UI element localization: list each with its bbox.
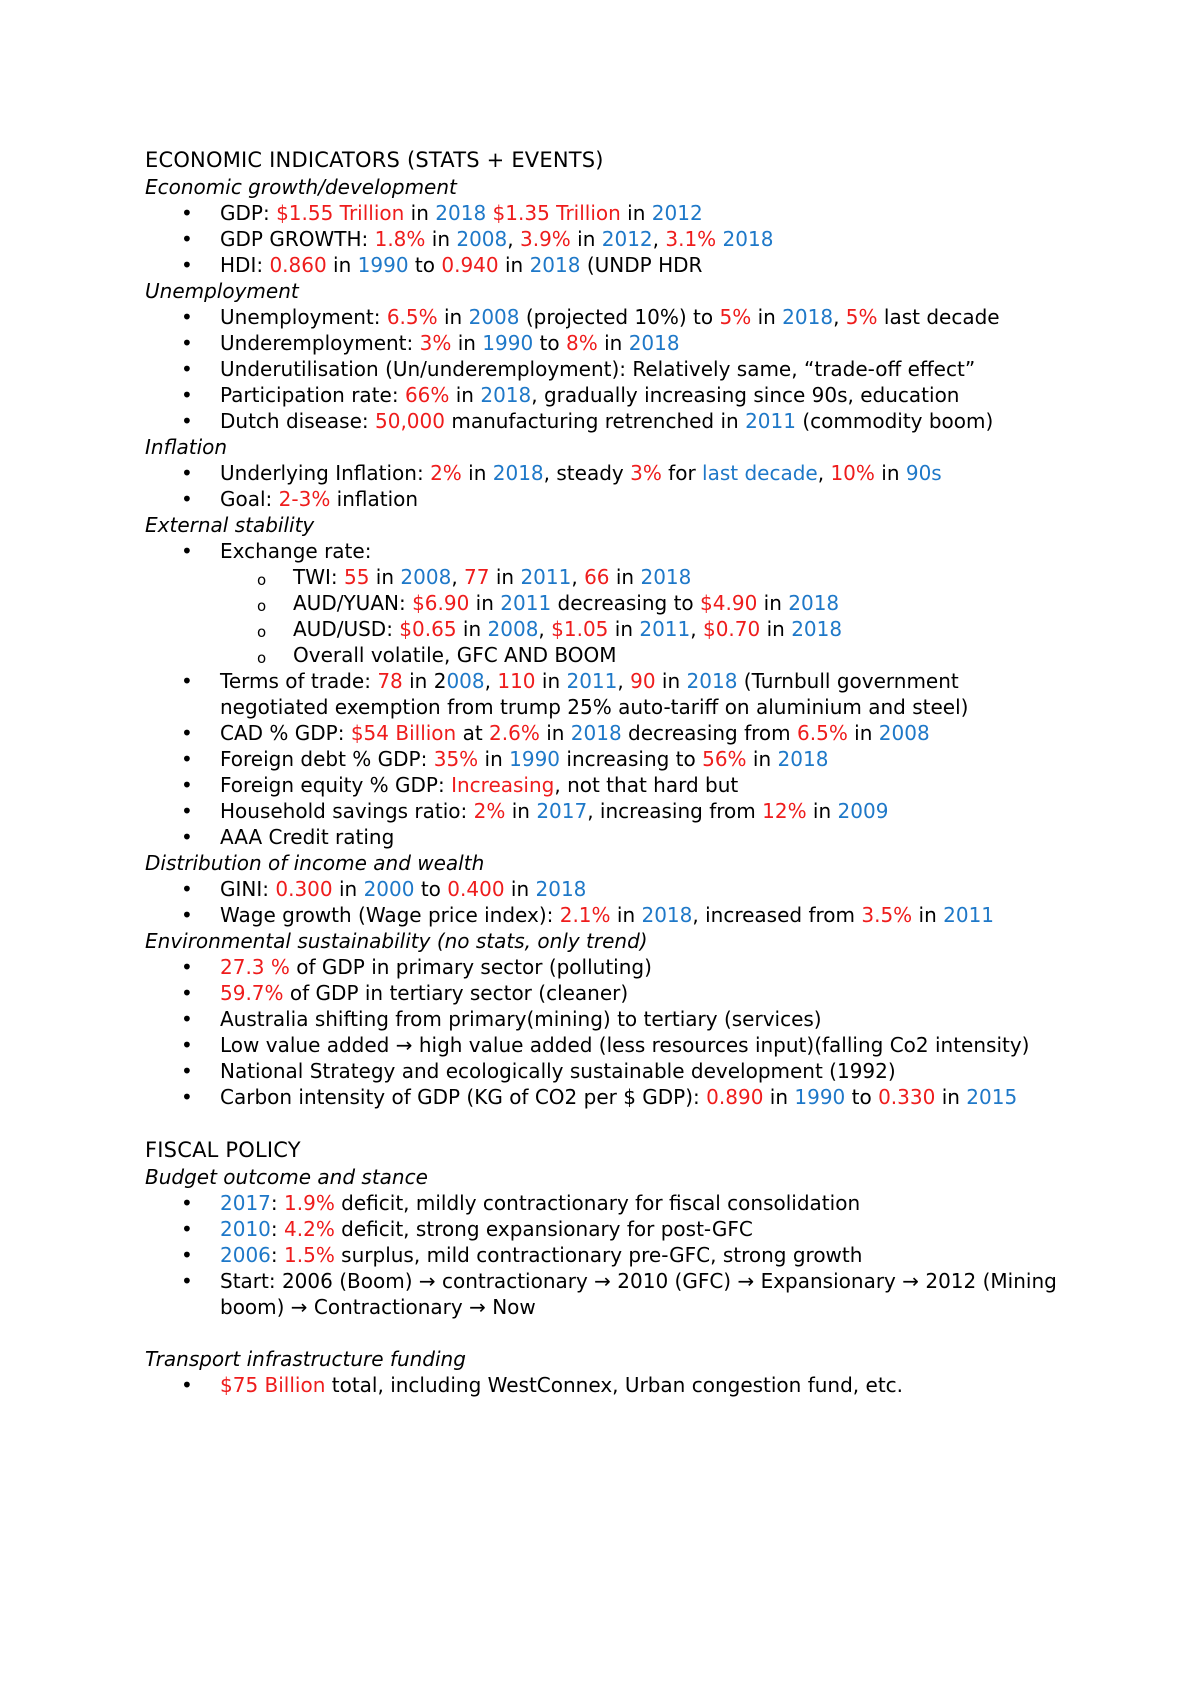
bullet-item (145, 1268, 1065, 1320)
stat-value: 2.1% (559, 903, 611, 927)
stat-value: 0.400 (447, 877, 505, 901)
text-run: Carbon intensity of GDP (KG of CO2 per $ GDP): (220, 1085, 707, 1109)
text-run: , increasing from (587, 799, 763, 823)
text-run: : (270, 1191, 285, 1215)
stat-period: 2010 (220, 1217, 271, 1241)
text-run: in (806, 799, 838, 823)
text-run: in (498, 253, 530, 277)
stat-value: 2% (430, 461, 462, 485)
text-run: manufacturing retrenched in (444, 409, 746, 433)
stat-value: 4.2% (284, 1217, 335, 1241)
text-run: , steady (543, 461, 631, 485)
stat-value: 5% (719, 305, 752, 329)
bullet-item (145, 200, 1065, 226)
stat-value: 2-3% (278, 487, 331, 511)
text-run: , gradually increasing since 90s, education (531, 383, 960, 407)
stat-period: 2018 (791, 617, 843, 641)
subsection-heading: External stability (145, 513, 315, 537)
text-run: in (451, 331, 483, 355)
stat-period: 2018 (492, 461, 544, 485)
subsection-heading: Economic growth/development (145, 175, 457, 199)
stat-value: 77 (464, 565, 490, 589)
stat-value: $6.90 (412, 591, 470, 615)
text-run: last decade (877, 305, 1000, 329)
bullet-item (145, 1084, 1065, 1110)
stat-value: 90 (630, 669, 656, 693)
text-run: , (571, 565, 585, 589)
stat-period: 2012 (651, 201, 703, 225)
stat-period: 2015 (966, 1085, 1018, 1109)
section-title: FISCAL POLICY (145, 1138, 301, 1162)
stat-period: 2018 (628, 331, 680, 355)
stat-period: 2011 (520, 565, 572, 589)
text-run: in (437, 305, 469, 329)
text-run: Start: 2006 (Boom) → contractionary → 2010 (GFC) → Expansionary → 2012 (Mining boom) → Contractionary → Now (220, 1269, 1057, 1319)
text-run: , (451, 565, 465, 589)
stat-period: 2018 (641, 903, 693, 927)
text-run: in (874, 461, 906, 485)
stat-value: 10% (830, 461, 875, 485)
bullet-item (145, 720, 1065, 746)
bullet-item (145, 330, 1065, 356)
blank-line (145, 1320, 1065, 1346)
subsection-heading: Transport infrastructure funding (145, 1347, 466, 1371)
stat-value: 8% (566, 331, 598, 355)
text-run: in (608, 617, 640, 641)
text-run: in (326, 253, 358, 277)
stat-period: 008 (446, 669, 485, 693)
text-run: in (757, 591, 789, 615)
text-run: in (332, 877, 364, 901)
stat-value: 3.5% (861, 903, 913, 927)
text-run: Underemployment: (220, 331, 420, 355)
stat-value: 3% (630, 461, 662, 485)
text-run: total, including WestConnex, Urban congestion fund, etc. (325, 1373, 904, 1397)
stat-value: 78 (377, 669, 403, 693)
text-run: (projected 10%) to (519, 305, 720, 329)
stat-value: 50,000 (375, 409, 445, 433)
text-run: to (533, 331, 566, 355)
text-run: Overall volatile, GFC AND BOOM (293, 643, 617, 667)
stat-period: 2011 (639, 617, 691, 641)
stat-value: 6.5% (386, 305, 438, 329)
text-run: in (425, 227, 457, 251)
stat-value: 2.6% (489, 721, 540, 745)
subsection-heading: Inflation (145, 435, 228, 459)
stat-value: 2% (473, 799, 506, 823)
stat-value: $0.65 (399, 617, 457, 641)
bullet-item (145, 1006, 1065, 1032)
stat-value: 35% (433, 747, 479, 771)
text-run: inflation (330, 487, 419, 511)
text-run: decreasing to (551, 591, 701, 615)
stat-period: 2018 (640, 565, 692, 589)
text-run: , (617, 669, 631, 693)
text-run: of GDP in primary sector (polluting) (289, 955, 652, 979)
stat-value: 59.7% (220, 981, 284, 1005)
text-run: Wage growth (Wage price index): (220, 903, 560, 927)
text-run: HDI: (220, 253, 270, 277)
stat-value: 66 (584, 565, 610, 589)
text-run: (Turnbull government negotiated exemption from trump 25% auto-tariff on aluminium and steel) (220, 669, 969, 719)
text-run: in (763, 1085, 795, 1109)
stat-value: $4.90 (700, 591, 758, 615)
stat-value: 0.890 (706, 1085, 764, 1109)
text-run: Unemployment: (220, 305, 387, 329)
stat-period: 1990 (357, 253, 409, 277)
text-run: in (620, 201, 652, 225)
stat-value: $0.70 (702, 617, 761, 641)
text-run: AUD/USD: (293, 617, 400, 641)
stat-period: 2018 (480, 383, 532, 407)
text-run: in (535, 669, 567, 693)
text-run: in (456, 617, 488, 641)
text-run: : (270, 1243, 285, 1267)
bullet-item (145, 382, 1065, 408)
stat-value: 1.8% (374, 227, 426, 251)
text-run: , (817, 461, 831, 485)
bullet-item (145, 954, 1065, 980)
stat-period: 2008 (468, 305, 520, 329)
text-run: in (610, 903, 642, 927)
text-run: , increased from (692, 903, 862, 927)
bullet-item (145, 902, 1065, 928)
stat-value: 12% (762, 799, 807, 823)
stat-value: 0.860 (269, 253, 327, 277)
sub-bullet-item (145, 616, 1065, 642)
stat-period: 2008 (487, 617, 539, 641)
bullet-item (145, 226, 1065, 252)
bullet-item (145, 1058, 1065, 1084)
bullet-item (145, 1216, 1065, 1242)
text-run: in (935, 1085, 967, 1109)
stat-period: 2017 (220, 1191, 271, 1215)
stat-value: 0.330 (878, 1085, 936, 1109)
stat-period: 2011 (566, 669, 618, 693)
stat-period: 2018 (435, 201, 487, 225)
text-run: in (469, 591, 501, 615)
stat-period: 2008 (400, 565, 452, 589)
text-run: increasing to (560, 747, 703, 771)
subsection-heading: Distribution of income and wealth (145, 851, 485, 875)
text-run: Dutch disease: (220, 409, 375, 433)
bullet-item (145, 798, 1065, 824)
stat-period: 2018 (777, 747, 829, 771)
bullet-item (145, 1032, 1065, 1058)
text-run: , (652, 227, 666, 251)
bullet-item (145, 876, 1065, 902)
stat-value: 1.5% (284, 1243, 335, 1267)
stat-value: $1.35 Trillion (492, 201, 621, 225)
text-run: , (507, 227, 520, 251)
text-run: in (655, 669, 687, 693)
text-run: in (478, 747, 510, 771)
stat-value: $1.05 (551, 617, 609, 641)
bullet-item (145, 1242, 1065, 1268)
bullet-item (145, 538, 1065, 564)
stat-period: 2018 (529, 253, 581, 277)
stat-period: 2018 (782, 305, 834, 329)
text-run: GDP: (220, 201, 277, 225)
text-run: Exchange rate: (220, 539, 372, 563)
text-run: in 2 (402, 669, 447, 693)
bullet-item (145, 460, 1065, 486)
text-run: in (760, 617, 792, 641)
text-run: Underlying Inflation: (220, 461, 431, 485)
text-run: in (847, 721, 879, 745)
subsection-heading: Environmental sustainability (no stats, only trend) (145, 929, 648, 953)
text-run: in (539, 721, 571, 745)
text-run: , (484, 669, 498, 693)
sub-bullet-item (145, 590, 1065, 616)
text-run: in (751, 305, 783, 329)
stat-value: $54 Billion (350, 721, 457, 745)
text-run: TWI: (293, 565, 344, 589)
stat-period: 2011 (500, 591, 552, 615)
text-run: to (414, 877, 448, 901)
text-run: Foreign equity % GDP: (220, 773, 452, 797)
stat-period: 2018 (535, 877, 587, 901)
text-run: Participation rate: (220, 383, 405, 407)
stat-value: 1.9% (284, 1191, 335, 1215)
stat-value: 66% (404, 383, 450, 407)
bullet-item (145, 746, 1065, 772)
stat-value: Increasing (451, 773, 555, 797)
text-run: at (456, 721, 490, 745)
stat-period: 2012 (601, 227, 653, 251)
stat-value: 3.9% (519, 227, 571, 251)
text-run: CAD % GDP: (220, 721, 351, 745)
text-run: , (833, 305, 846, 329)
stat-value: $1.55 Trillion (276, 201, 405, 225)
stat-period: 90s (905, 461, 942, 485)
stat-value: 3% (419, 331, 452, 355)
text-run: Foreign debt % GDP: (220, 747, 434, 771)
blank-line (145, 1110, 1065, 1136)
bullet-item (145, 824, 1065, 850)
text-run: in (505, 799, 537, 823)
stat-period: 2006 (220, 1243, 271, 1267)
text-run: to (408, 253, 442, 277)
stat-period: 2018 (788, 591, 840, 615)
text-run: in (570, 227, 602, 251)
stat-value: 5% (845, 305, 878, 329)
document-page (145, 146, 1065, 1398)
text-run: surplus, mild contractionary pre-GFC, strong growth (334, 1243, 863, 1267)
text-run: in (449, 383, 481, 407)
text-run: Goal: (220, 487, 279, 511)
text-run: in (489, 565, 521, 589)
text-run: (commodity boom) (795, 409, 994, 433)
section-title: ECONOMIC INDICATORS (STATS + EVENTS) (145, 148, 604, 172)
text-run: : (270, 1217, 285, 1241)
stat-period: 2011 (745, 409, 796, 433)
bullet-item (145, 772, 1065, 798)
stat-period: 2008 (878, 721, 930, 745)
text-run: deficit, strong expansionary for post-GFC (334, 1217, 753, 1241)
stat-period: 2011 (943, 903, 995, 927)
stat-period: 2000 (363, 877, 415, 901)
text-run: , (690, 617, 703, 641)
text-run: in (746, 747, 778, 771)
stat-period: 2017 (536, 799, 588, 823)
stat-period: 1990 (794, 1085, 846, 1109)
stat-value: 3.1% (665, 227, 717, 251)
stat-period: 2009 (837, 799, 889, 823)
sub-bullet-item (145, 642, 1065, 668)
stat-value: 27.3 % (220, 955, 290, 979)
text-run: AAA Credit rating (220, 825, 395, 849)
stat-period: 1990 (509, 747, 561, 771)
stat-value: 0.940 (441, 253, 499, 277)
subsection-heading: Budget outcome and stance (145, 1165, 428, 1189)
stat-period: 2018 (570, 721, 622, 745)
bullet-item (145, 304, 1065, 330)
text-run: Household savings ratio: (220, 799, 474, 823)
subsection-heading: Unemployment (145, 279, 299, 303)
text-run: in (404, 201, 436, 225)
bullet-item (145, 980, 1065, 1006)
text-run: , not that hard but (554, 773, 739, 797)
text-run: decreasing from (621, 721, 798, 745)
stat-period: 1990 (482, 331, 534, 355)
text-run: in (369, 565, 401, 589)
stat-value: 6.5% (797, 721, 848, 745)
text-run: (UNDP HDR (580, 253, 703, 277)
stat-period: 2018 (722, 227, 774, 251)
text-run: in (609, 565, 641, 589)
stat-period: 2008 (456, 227, 508, 251)
stat-value: 110 (497, 669, 536, 693)
text-run: Low value added → high value added (less resources input)(falling Co2 intensity) (220, 1033, 1030, 1057)
bullet-item (145, 252, 1065, 278)
bullet-item (145, 408, 1065, 434)
bullet-item (145, 356, 1065, 382)
text-run: Underutilisation (Un/underemployment): Relatively same, “trade-off effect” (220, 357, 976, 381)
stat-value: $75 Billion (220, 1373, 326, 1397)
text-run: of GDP in tertiary sector (cleaner) (283, 981, 629, 1005)
stat-period: 2018 (686, 669, 738, 693)
bullet-item (145, 668, 1065, 720)
text-run: in (461, 461, 493, 485)
sub-bullet-item (145, 564, 1065, 590)
bullet-item (145, 1372, 1065, 1398)
bullet-item (145, 1190, 1065, 1216)
text-run: for (661, 461, 703, 485)
stat-value: 0.300 (275, 877, 333, 901)
text-run: deficit, mildly contractionary for fiscal consolidation (334, 1191, 861, 1215)
text-run: National Strategy and ecologically sustainable development (1992) (220, 1059, 896, 1083)
text-run: , (538, 617, 552, 641)
text-run: AUD/YUAN: (293, 591, 413, 615)
text-run: GINI: (220, 877, 276, 901)
text-run: Terms of trade: (220, 669, 378, 693)
bullet-item (145, 486, 1065, 512)
stat-period: last decade (702, 461, 818, 485)
stat-value: 55 (344, 565, 370, 589)
text-run: to (845, 1085, 879, 1109)
text-run: Australia shifting from primary(mining) to tertiary (services) (220, 1007, 822, 1031)
text-run: GDP GROWTH: (220, 227, 375, 251)
stat-value: 56% (702, 747, 747, 771)
text-run: in (504, 877, 536, 901)
text-run: in (912, 903, 944, 927)
text-run: in (597, 331, 629, 355)
